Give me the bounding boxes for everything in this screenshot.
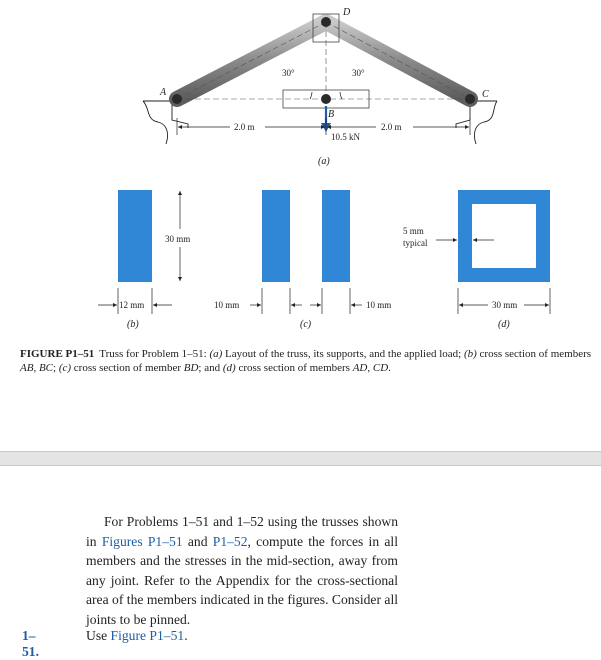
right-support <box>456 101 497 144</box>
caption-text-a: Layout of the truss, its supports, and the applied load; <box>222 348 464 360</box>
span-right-label: 2.0 m <box>381 122 402 132</box>
section-d-width: 30 mm <box>492 300 518 310</box>
pin-d <box>321 17 331 27</box>
caption-end: . <box>388 361 391 374</box>
caption-part-b: (b) <box>463 348 477 360</box>
intro-text-2: and <box>182 533 213 549</box>
joint-label-d: D <box>343 7 351 18</box>
caption-part-a: (a) <box>209 348 223 360</box>
caption-text-b: cross section of members <box>476 348 592 360</box>
section-divider <box>0 451 601 466</box>
section-d-wall: 5 mm <box>403 226 424 236</box>
section-d-wall-note: typical <box>403 238 428 248</box>
section-d-hole <box>472 204 536 268</box>
panel-a-label: (a) <box>318 156 330 167</box>
joint-label-c: C <box>482 89 489 100</box>
pin-c <box>465 94 475 104</box>
joint-label-a: A <box>160 87 167 98</box>
section-b <box>98 190 190 330</box>
use-end: . <box>184 628 188 643</box>
caption-sep-c: ; <box>53 361 59 374</box>
panel-b-label: (b) <box>127 319 139 330</box>
intro-text-1: For Problems 1–51 and 1–52 using the trusses shown in <box>86 514 398 549</box>
span-left-label: 2.0 m <box>234 122 255 132</box>
caption-part-c: (c) <box>58 361 72 374</box>
load-label: 10.5 kN <box>331 132 360 142</box>
caption-member-c: BD <box>183 361 199 374</box>
section-b-width: 12 mm <box>119 300 145 310</box>
section-b-height: 30 mm <box>165 234 191 244</box>
problem-intro-paragraph <box>86 512 398 629</box>
section-c-bar-right <box>322 190 350 282</box>
joint-label-b: B <box>328 109 335 120</box>
caption-text-c: cross section of member <box>71 361 184 374</box>
truss-members <box>177 22 470 99</box>
angle-right-label: 30° <box>352 68 365 78</box>
figure-link-use[interactable]: Figure P1–51 <box>110 628 185 643</box>
figure-link-p1-51[interactable]: Figures P1–51 <box>101 533 183 549</box>
problem-number: 1–51. <box>22 628 39 659</box>
angle-left-label: 30° <box>282 68 295 78</box>
caption-text-d: cross section of members <box>235 361 353 374</box>
pin-b <box>321 94 331 104</box>
caption-members-d: AD, CD <box>352 361 389 374</box>
problem-statement <box>86 628 188 644</box>
section-c-bar-left <box>262 190 290 282</box>
section-c <box>214 190 391 330</box>
left-support <box>143 101 188 144</box>
figure-label: FIGURE P1–51 <box>20 348 95 360</box>
section-c-width-left: 10 mm <box>214 300 240 310</box>
pin-a <box>172 94 182 104</box>
section-d <box>403 190 550 330</box>
use-text: Use <box>86 628 111 643</box>
caption-part-d: (d) <box>222 361 236 374</box>
caption-members-b: AB, BC <box>20 361 53 374</box>
section-b-bar <box>118 190 152 282</box>
panel-c-label: (c) <box>300 319 312 330</box>
intro-text-3: , compute the forces in all members and the stresses in the mid-section, away from any joint. Refer to the Appendix for the cross-sectional area of the members indicated in the figures. Consider all joints to be pinned. <box>86 533 398 627</box>
section-c-width-right: 10 mm <box>366 300 392 310</box>
caption-text: Truss for Problem 1–51: <box>99 348 210 360</box>
panel-d-label: (d) <box>498 319 510 330</box>
figure-link-p1-52[interactable]: P1–52 <box>212 533 248 549</box>
figure-caption <box>20 348 595 375</box>
caption-sep-d: ; and <box>198 361 223 374</box>
